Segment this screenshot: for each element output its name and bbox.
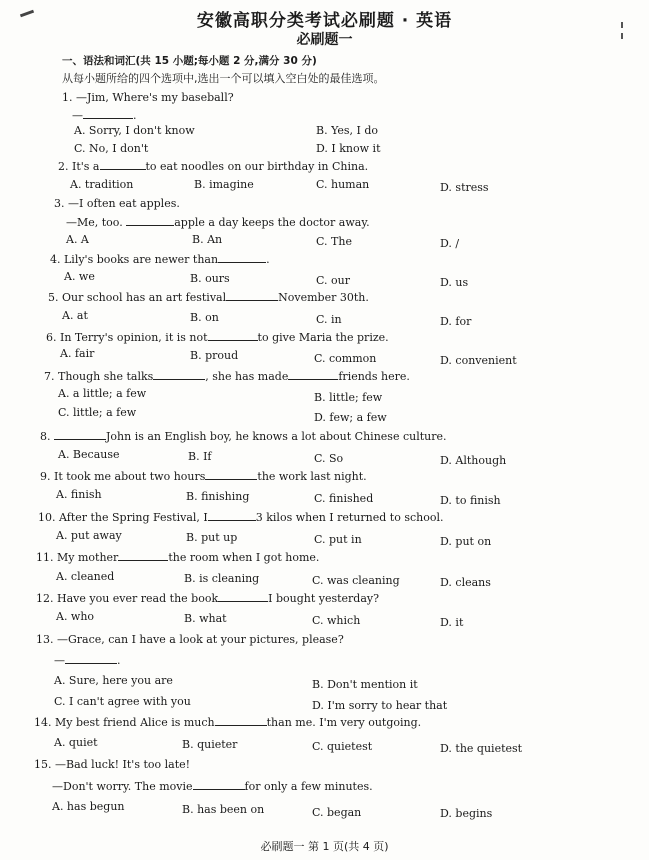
question-3-line-2: —Me, too. apple a day keeps the doctor away. bbox=[66, 216, 370, 229]
question-2: 2. It's a to eat noodles on our birthday in China. bbox=[58, 160, 369, 173]
option[interactable]: A. at bbox=[62, 309, 88, 322]
option[interactable]: A. we bbox=[64, 270, 95, 283]
option[interactable]: C. which bbox=[312, 614, 361, 627]
option[interactable]: C. in bbox=[316, 313, 342, 326]
answer-blank bbox=[153, 370, 205, 380]
option[interactable]: C. common bbox=[314, 352, 377, 365]
option[interactable]: B. what bbox=[184, 612, 227, 625]
page-subtitle: 必刷题一 bbox=[296, 32, 353, 48]
option[interactable]: C. our bbox=[316, 274, 350, 287]
question-11: 11. My mother the room when I got home. bbox=[36, 551, 320, 564]
option[interactable]: B. on bbox=[190, 311, 219, 324]
option[interactable]: C. The bbox=[316, 235, 352, 248]
option[interactable]: A. tradition bbox=[70, 178, 134, 191]
question-number: 1. bbox=[62, 91, 73, 104]
answer-blank bbox=[193, 780, 245, 790]
answer-blank bbox=[226, 291, 278, 301]
option[interactable]: C. finished bbox=[314, 492, 374, 505]
question-13-answer-line: — . bbox=[54, 654, 121, 667]
option[interactable]: C. was cleaning bbox=[312, 574, 400, 587]
page-footer: 必刷题一 第 1 页(共 4 页) bbox=[260, 840, 389, 853]
answer-blank bbox=[126, 216, 174, 226]
option[interactable]: D. for bbox=[440, 315, 472, 328]
option[interactable]: B. An bbox=[192, 233, 223, 246]
answer-blank bbox=[218, 253, 266, 263]
option[interactable]: A. fair bbox=[60, 347, 95, 360]
option[interactable]: C. put in bbox=[314, 533, 362, 546]
option[interactable]: D. I'm sorry to hear that bbox=[312, 699, 448, 712]
option[interactable]: C. No, I don't bbox=[74, 142, 149, 155]
option[interactable]: A. quiet bbox=[54, 736, 98, 749]
option[interactable]: B. Yes, I do bbox=[316, 124, 379, 137]
option[interactable]: C. I can't agree with you bbox=[54, 695, 191, 708]
option[interactable]: D. Although bbox=[440, 454, 507, 467]
answer-blank bbox=[118, 551, 168, 561]
option[interactable]: A. has begun bbox=[52, 800, 125, 813]
option[interactable]: A. cleaned bbox=[56, 570, 115, 583]
question-12: 12. Have you ever read the book I bought yesterday? bbox=[36, 592, 380, 605]
option[interactable]: B. finishing bbox=[186, 490, 250, 503]
option[interactable]: C. So bbox=[314, 452, 344, 465]
question-3: 3. —I often eat apples. bbox=[54, 197, 180, 210]
answer-blank bbox=[100, 160, 146, 170]
question-10: 10. After the Spring Festival, I 3 kilos when I returned to school. bbox=[38, 511, 444, 524]
option[interactable]: A. Sorry, I don't know bbox=[74, 124, 195, 137]
answer-blank bbox=[288, 370, 338, 380]
page-title: 安徽高职分类考试必刷题 · 英语 bbox=[196, 11, 453, 31]
option[interactable]: B. has been on bbox=[182, 803, 265, 816]
option[interactable]: B. little; few bbox=[314, 391, 383, 404]
question-5: 5. Our school has an art festival November 30th. bbox=[48, 291, 369, 304]
option[interactable]: A. finish bbox=[56, 488, 102, 501]
option[interactable]: B. is cleaning bbox=[184, 572, 260, 585]
answer-blank bbox=[215, 716, 267, 726]
answer-blank bbox=[208, 511, 256, 521]
option[interactable]: B. proud bbox=[190, 349, 239, 362]
question-1 bbox=[62, 91, 234, 104]
option[interactable]: D. begins bbox=[440, 807, 493, 820]
option[interactable]: C. began bbox=[312, 806, 362, 819]
question-text: —Jim, Where's my baseball? bbox=[76, 91, 234, 104]
answer-blank bbox=[218, 592, 268, 602]
question-7: 7. Though she talks , she has made friends here. bbox=[44, 370, 410, 383]
option[interactable]: B. imagine bbox=[194, 178, 254, 191]
answer-blank bbox=[205, 470, 257, 480]
question-14: 14. My best friend Alice is much than me. I'm very outgoing. bbox=[34, 716, 422, 729]
option[interactable]: A. who bbox=[56, 610, 95, 623]
option[interactable]: D. I know it bbox=[316, 142, 381, 155]
option[interactable]: D. it bbox=[440, 616, 464, 629]
option[interactable]: A. a little; a few bbox=[58, 387, 147, 400]
answer-blank bbox=[65, 654, 117, 664]
option[interactable]: B. Don't mention it bbox=[312, 678, 418, 691]
option[interactable]: C. little; a few bbox=[58, 406, 137, 419]
option[interactable]: B. ours bbox=[190, 272, 230, 285]
option[interactable]: D. put on bbox=[440, 535, 492, 548]
question-1-answer-line: — . bbox=[72, 109, 137, 122]
option[interactable]: D. few; a few bbox=[314, 411, 387, 424]
question-9: 9. It took me about two hours the work last night. bbox=[40, 470, 367, 483]
option[interactable]: A. put away bbox=[56, 529, 122, 542]
option[interactable]: C. quietest bbox=[312, 740, 373, 753]
option[interactable]: A. Sure, here you are bbox=[54, 674, 173, 687]
section-heading: 一、语法和词汇(共 15 小题;每小题 2 分,满分 30 分) bbox=[62, 55, 317, 67]
option[interactable]: D. stress bbox=[440, 181, 489, 194]
option[interactable]: D. us bbox=[440, 276, 469, 289]
question-4: 4. Lily's books are newer than . bbox=[50, 253, 270, 266]
option[interactable]: B. If bbox=[188, 450, 212, 463]
option[interactable]: A. Because bbox=[58, 448, 120, 461]
question-8: 8. John is an English boy, he knows a lot about Chinese culture. bbox=[40, 430, 447, 443]
question-15: 15. —Bad luck! It's too late! bbox=[34, 758, 191, 771]
question-15-line-2: —Don't worry. The movie for only a few minutes. bbox=[52, 780, 373, 793]
option[interactable]: A. A bbox=[66, 233, 89, 246]
option[interactable]: C. human bbox=[316, 178, 370, 191]
option[interactable]: D. to finish bbox=[440, 494, 501, 507]
option[interactable]: B. quieter bbox=[182, 738, 238, 751]
option[interactable]: D. the quietest bbox=[440, 742, 523, 755]
answer-blank bbox=[83, 109, 133, 119]
answer-blank bbox=[54, 430, 106, 440]
option[interactable]: D. convenient bbox=[440, 354, 517, 367]
option[interactable]: B. put up bbox=[186, 531, 238, 544]
answer-blank bbox=[208, 331, 258, 341]
section-instruction: 从每小题所给的四个选项中,选出一个可以填入空白处的最佳选项。 bbox=[62, 72, 385, 85]
question-6: 6. In Terry's opinion, it is not to give Maria the prize. bbox=[46, 331, 389, 344]
option[interactable]: D. / bbox=[440, 237, 460, 250]
question-13: 13. —Grace, can I have a look at your pictures, please? bbox=[36, 633, 344, 646]
option[interactable]: D. cleans bbox=[440, 576, 491, 589]
